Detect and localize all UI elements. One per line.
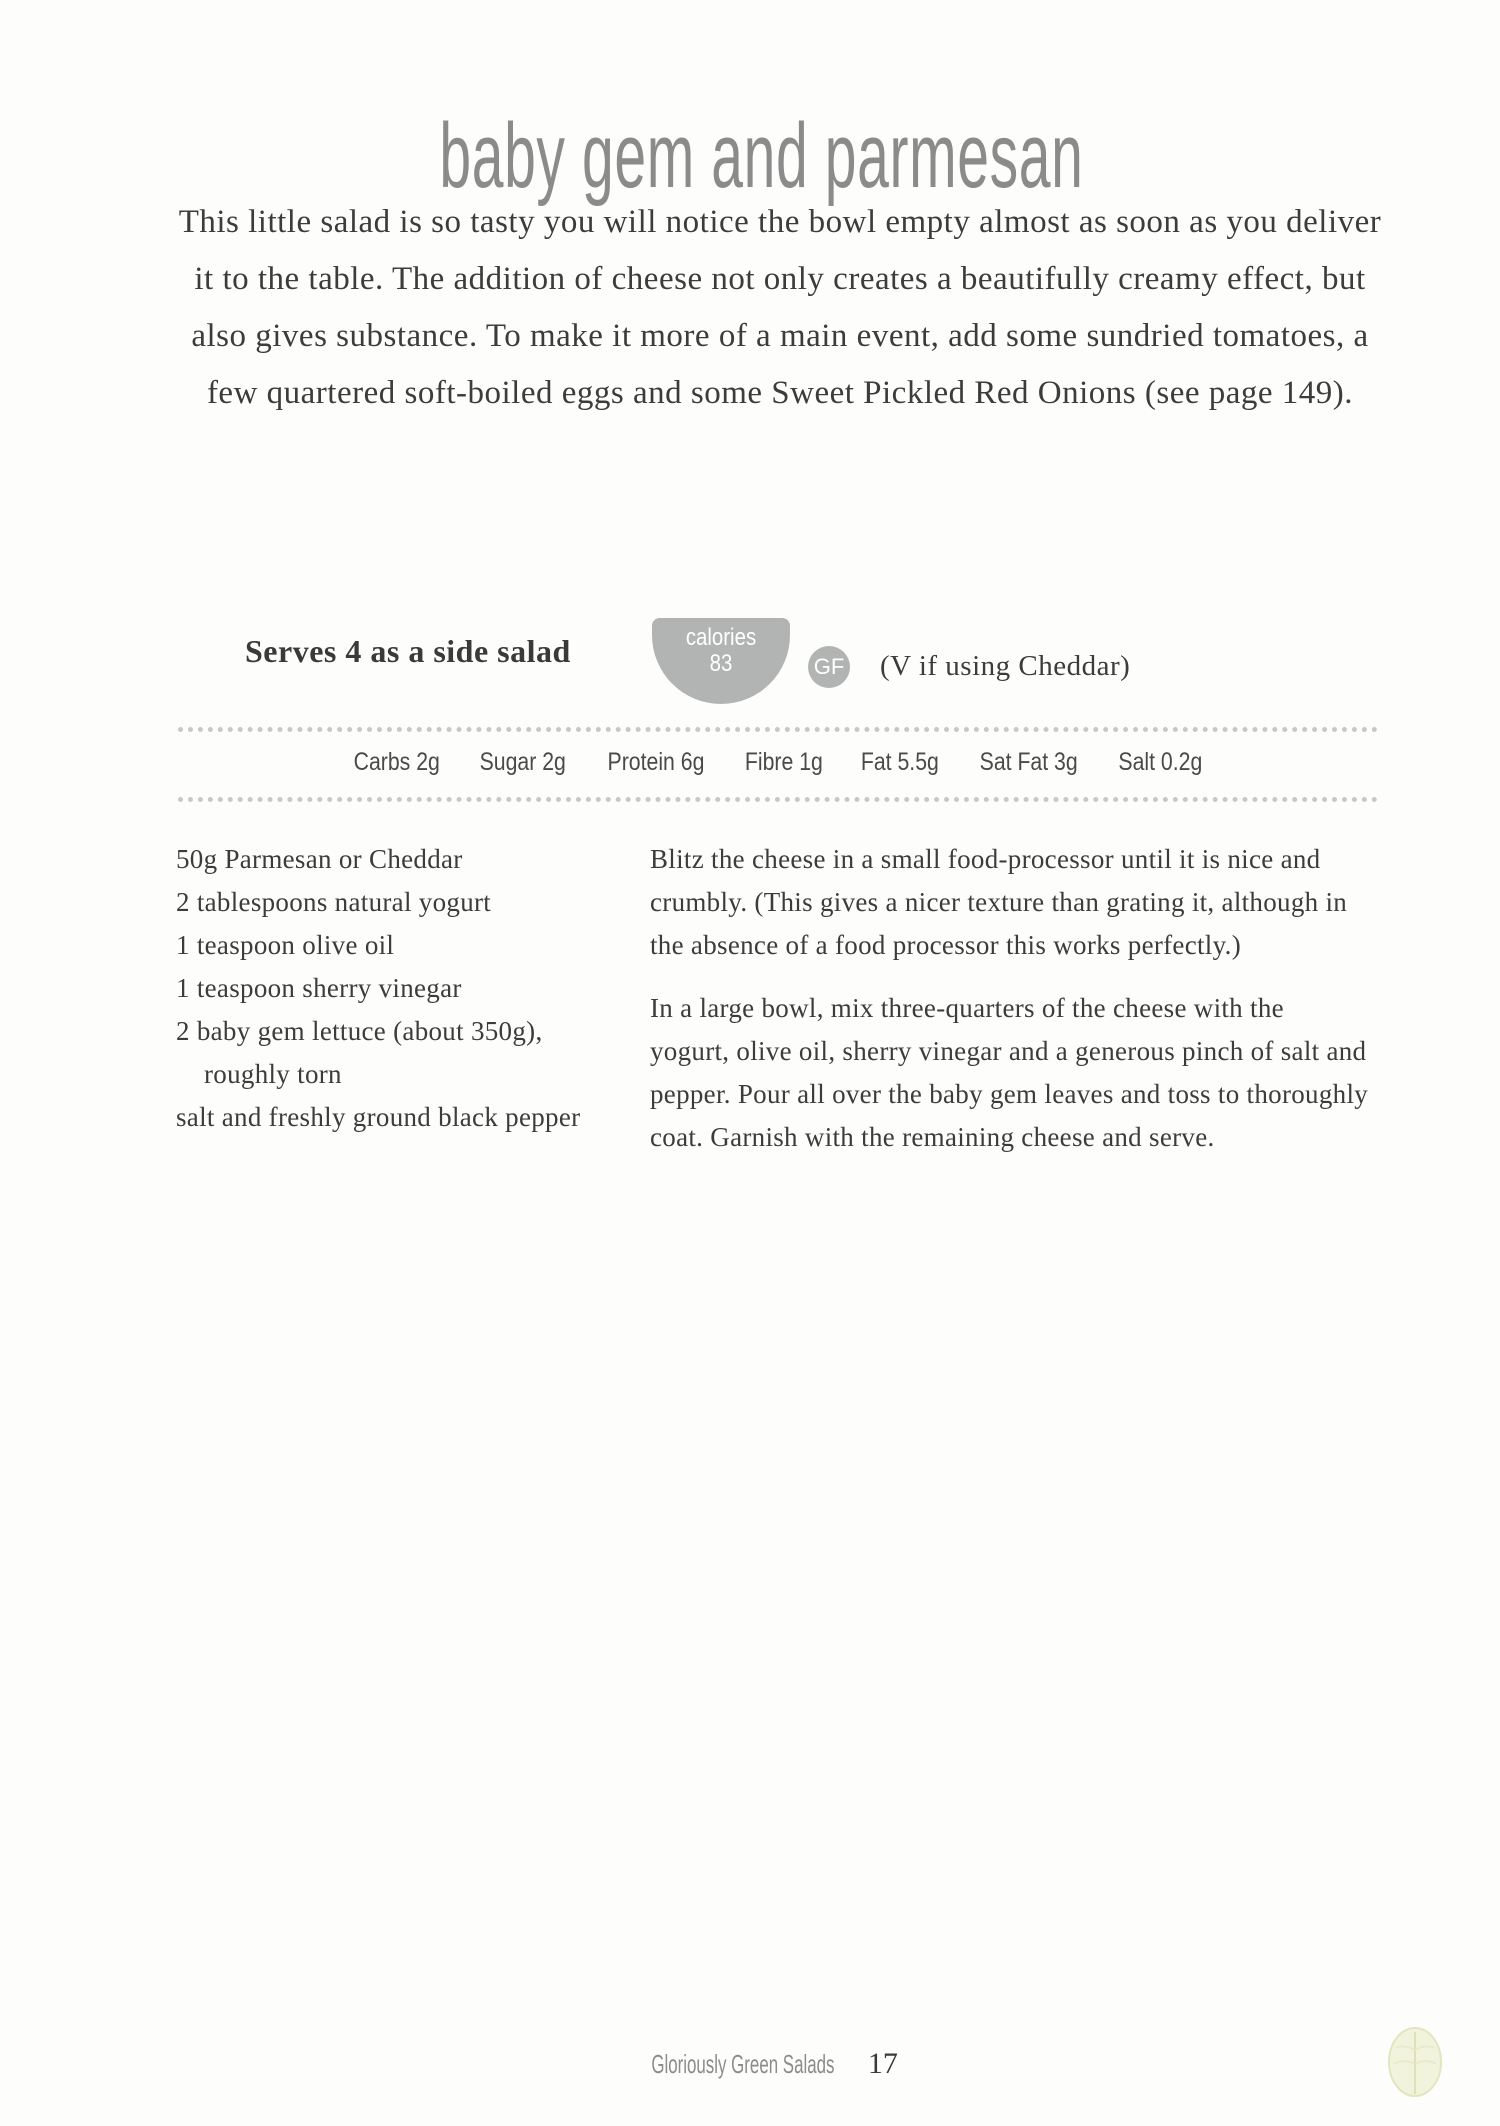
ingredient-item: 2 baby gem lettuce (about 350g), roughly torn: [176, 1016, 543, 1089]
divider-bottom: [178, 797, 1378, 802]
vegetarian-note: (V if using Cheddar): [880, 650, 1131, 682]
divider-top: [178, 727, 1378, 732]
calories-value: 83: [709, 650, 733, 677]
nutrition-fat: Fat 5.5g: [861, 748, 940, 776]
nutrition-carbs: Carbs 2g: [353, 748, 440, 776]
method-step: Blitz the cheese in a small food-processor until it is nice and crumbly. (This gives a nicer texture than grating it, although in the absence of a food processor this works perfectly.): [650, 844, 1348, 960]
calories-label: calories: [685, 624, 757, 651]
gluten-free-badge: GF: [808, 646, 850, 688]
calories-badge: [652, 618, 790, 704]
nutrition-sugar: Sugar 2g: [479, 748, 567, 776]
page-footer: [0, 2047, 1500, 2081]
ingredient-item: 2 tablespoons natural yogurt: [176, 887, 492, 917]
ingredient-item: 1 teaspoon sherry vinegar: [176, 973, 462, 1003]
method-step: In a large bowl, mix three-quarters of the cheese with the yogurt, olive oil, sherry vinegar and a generous pinch of salt and pepper. Pour all over the baby gem leaves and toss to thoroughly coat. Garnish with the remaining cheese and serve.: [650, 993, 1369, 1152]
nutrition-sat-fat: Sat Fat 3g: [979, 748, 1078, 776]
ingredients-list: [176, 838, 586, 1139]
footer-section-title: Gloriously Green Salads: [651, 2048, 835, 2079]
ingredient-item: 1 teaspoon olive oil: [176, 930, 395, 960]
nutrition-bar: [178, 748, 1378, 777]
recipe-intro: This little salad is so tasty you will notice the bowl empty almost as soon as you deliver it to the table. The addition of cheese not only creates a beautifully creamy effect, but also gives substance. To make it more of a main event, add some sundried tomatoes, a few quartered soft-boiled eggs and some Sweet Pickled Red Onions (see page 149).: [178, 204, 1382, 411]
nutrition-fibre: Fibre 1g: [744, 748, 823, 776]
nutrition-salt: Salt 0.2g: [1118, 748, 1203, 776]
page-number: 17: [867, 2047, 898, 2080]
ingredient-item: salt and freshly ground black pepper: [176, 1102, 581, 1132]
serves-label: Serves 4 as a side salad: [245, 633, 571, 669]
leaf-icon: [1380, 2020, 1450, 2100]
ingredient-item: 50g Parmesan or Cheddar: [176, 844, 463, 874]
nutrition-protein: Protein 6g: [607, 748, 705, 776]
recipe-title: baby gem and parmesan: [439, 104, 1084, 207]
method-section: [650, 838, 1370, 1179]
